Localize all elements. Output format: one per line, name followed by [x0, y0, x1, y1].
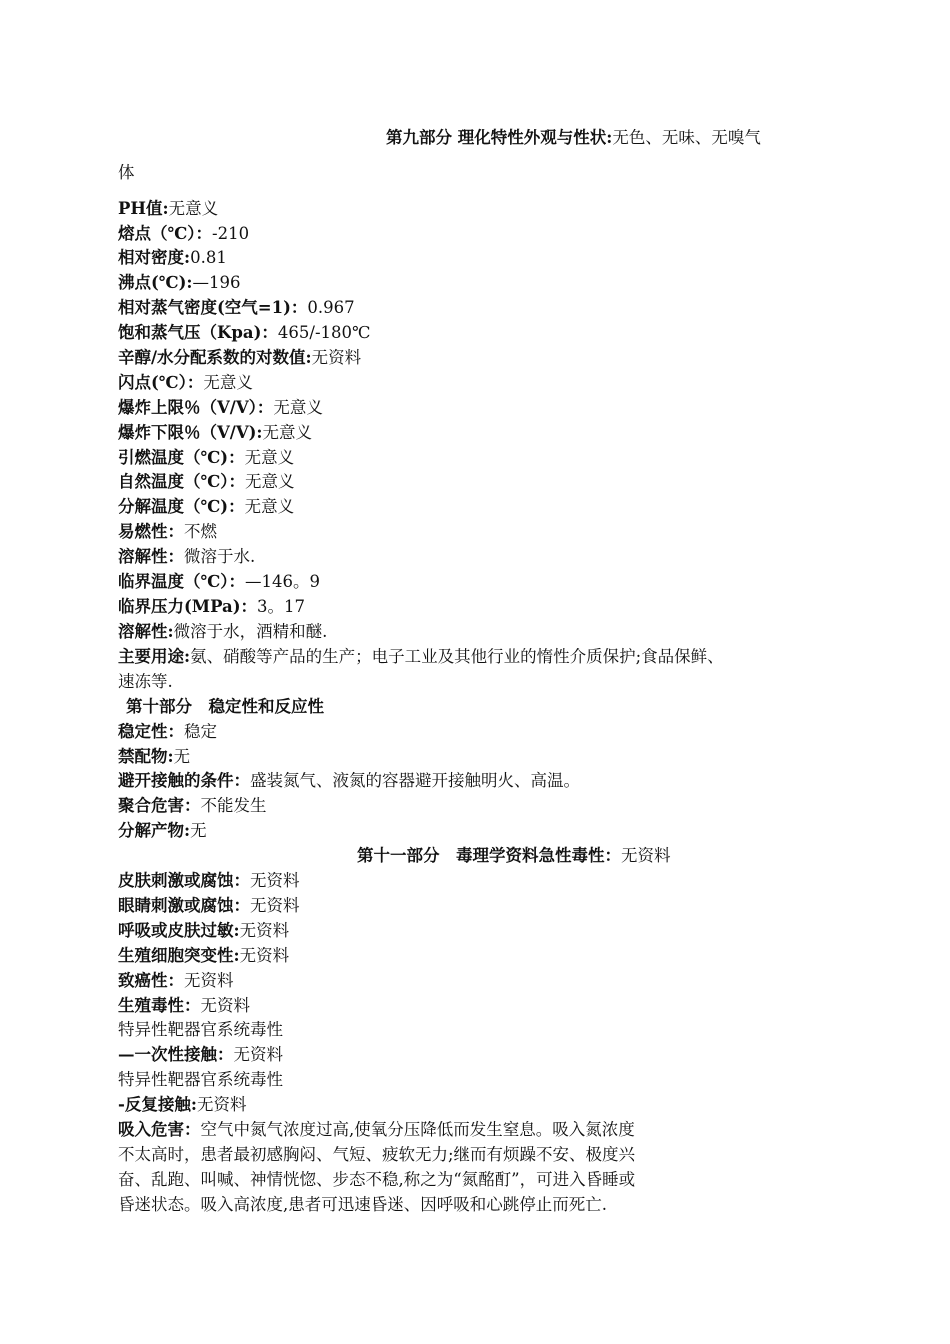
prop-value: 微溶于水，酒精和醚.: [173, 622, 328, 641]
prop-line: [118, 421, 312, 445]
tox-value: 无资料: [250, 896, 300, 915]
tox-value: 无资料: [239, 921, 290, 940]
prop-line: [118, 197, 218, 221]
prop-line: [118, 396, 323, 420]
prop-line: [118, 371, 253, 395]
prop-label: 饱和蒸气压（Kpa)：: [118, 323, 278, 342]
stability-line: [118, 794, 267, 818]
prop-label: 熔点（℃）：: [118, 224, 213, 243]
prop-label: 溶解性：: [118, 547, 184, 566]
prop-label: 分解温度（℃)：: [118, 497, 245, 516]
prop-value: 无意义: [262, 423, 313, 442]
stability-value: 稳定: [184, 722, 217, 741]
section11-title: 第十一部分 毒理学资料: [357, 846, 539, 865]
prop-line: [118, 545, 255, 569]
aspiration-text: 空气中氮气浓度过高,使氧分压降低而发生窒息。吸入氮浓度: [200, 1120, 635, 1139]
aspiration-text: 不太高时，患者最初感胸闷、气短、疲软无力;继而有烦躁不安、极度兴: [118, 1145, 636, 1164]
section11-heading-line: [357, 844, 671, 868]
stability-label: 稳定性：: [118, 722, 184, 741]
prop-value: 465/-180℃: [277, 323, 371, 342]
tox-line: [118, 969, 234, 993]
usage-value: 氨、硝酸等产品的生产；电子工业及其他行业的惰性介质保护;食品保鲜、: [190, 647, 724, 666]
prop-line: [118, 520, 217, 544]
section9-heading-line: [386, 126, 761, 150]
prop-value: 不燃: [184, 522, 217, 541]
usage-wrap: 速冻等.: [118, 672, 173, 691]
prop-label: 临界温度（℃）：: [118, 572, 246, 591]
tox-label: 眼睛刺激或腐蚀：: [118, 896, 250, 915]
prop-label: PH值:: [118, 199, 169, 218]
acute-label: 急性毒性：: [538, 846, 621, 865]
tox-value: 无资料: [200, 996, 250, 1015]
section9-title: 第九部分 理化特性: [386, 128, 524, 147]
tox-label: 呼吸或皮肤过敏:: [118, 921, 240, 940]
usage-wrap-line: [118, 670, 173, 694]
tox-line: [118, 944, 289, 968]
appearance-wrap-line: [118, 161, 135, 185]
prop-line: [118, 321, 370, 345]
tox-line: [118, 919, 289, 943]
stability-value: 无: [173, 747, 191, 766]
tox-line: [118, 894, 300, 918]
stability-label: 避开接触的条件：: [118, 771, 250, 790]
single-exposure-label: —一次性接触：: [118, 1045, 234, 1064]
appearance-label: 外观与性状:: [523, 128, 613, 147]
stability-line: [118, 720, 217, 744]
prop-value: —196: [192, 273, 241, 292]
aspiration-text: 昏迷状态。吸入高浓度,患者可迅速昏迷、因呼吸和心跳停止而死亡.: [118, 1195, 607, 1214]
prop-line: [118, 470, 295, 494]
stability-line: [118, 769, 580, 793]
prop-label: 溶解性:: [118, 622, 174, 641]
prop-line: [118, 222, 249, 246]
stability-label: 聚合危害：: [118, 796, 201, 815]
prop-label: 临界压力(MPa)：: [118, 597, 258, 616]
section10-title: 第十部分 稳定性和反应性: [126, 697, 324, 716]
prop-label: 辛醇/水分配系数的对数值:: [118, 348, 312, 367]
prop-line: [118, 595, 305, 619]
stability-line: [118, 745, 190, 769]
stot-repeat-text: 特异性靶器官系统毒性: [118, 1070, 283, 1089]
prop-value: 无意义: [244, 497, 295, 516]
tox-label: 致癌性：: [118, 971, 184, 990]
prop-line: [118, 620, 327, 644]
aspiration-label: 吸入危害：: [118, 1120, 201, 1139]
tox-value: 无资料: [184, 971, 234, 990]
prop-value: 无意义: [168, 199, 219, 218]
prop-value: 3。17: [257, 597, 306, 616]
prop-line: [118, 446, 294, 470]
prop-label: 沸点(℃):: [118, 273, 193, 292]
aspiration-text: 奋、乱跑、叫喊、神情恍惚、步态不稳,称之为“氮酩酊”，可进入昏睡或: [118, 1170, 636, 1189]
tox-line: [118, 994, 250, 1018]
repeat-exposure-value: 无资料: [196, 1095, 247, 1114]
prop-label: 相对蒸气密度(空气=1)：: [118, 298, 308, 317]
prop-line: [118, 495, 294, 519]
tox-label: 生殖毒性：: [118, 996, 201, 1015]
prop-line: [118, 296, 355, 320]
prop-value: 无意义: [245, 472, 295, 491]
tox-label: 皮肤刺激或腐蚀：: [118, 871, 250, 890]
prop-label: 引燃温度（℃)：: [118, 448, 245, 467]
prop-value: -210: [212, 224, 250, 243]
prop-line: [118, 246, 227, 270]
prop-label: 爆炸上限％（V/V）：: [118, 398, 274, 417]
appearance-value: 无色、无味、无嗅气: [612, 128, 761, 147]
tox-line: [118, 869, 300, 893]
tox-value: 无资料: [250, 871, 300, 890]
acute-value: 无资料: [621, 846, 671, 865]
prop-value: 0.967: [307, 298, 355, 317]
prop-label: 相对密度:: [118, 248, 191, 267]
prop-label: 爆炸下限％（V/V):: [118, 423, 263, 442]
repeat-exposure-label: -反复接触:: [118, 1095, 197, 1114]
stability-label: 禁配物:: [118, 747, 174, 766]
prop-value: —146。9: [245, 572, 321, 591]
single-exposure-value: 无资料: [233, 1045, 283, 1064]
prop-value: 0.81: [190, 248, 227, 267]
prop-value: 微溶于水.: [184, 547, 256, 566]
tox-value: 无资料: [239, 946, 290, 965]
stability-label: 分解产物:: [118, 821, 191, 840]
usage-label: 主要用途:: [118, 647, 191, 666]
appearance-wrap: 体: [118, 163, 135, 182]
prop-value: 无意义: [273, 398, 323, 417]
tox-label: 生殖细胞突变性:: [118, 946, 240, 965]
prop-value: 无资料: [311, 348, 362, 367]
stability-value: 无: [190, 821, 207, 840]
aspiration-line: [118, 1118, 635, 1142]
stability-value: 盛装氮气、液氮的容器避开接触明火、高温。: [250, 771, 580, 790]
prop-value: 无意义: [203, 373, 253, 392]
usage-line: [118, 645, 724, 669]
stot-single-text: 特异性靶器官系统毒性: [118, 1020, 283, 1039]
prop-label: 闪点(℃）：: [118, 373, 204, 392]
single-exposure-line: [118, 1043, 283, 1067]
prop-value: 无意义: [244, 448, 295, 467]
prop-line: [118, 346, 361, 370]
stability-line: [118, 819, 207, 843]
prop-line: [118, 570, 320, 594]
prop-line: [118, 271, 240, 295]
repeat-exposure-line: [118, 1093, 246, 1117]
stability-value: 不能发生: [200, 796, 267, 815]
prop-label: 自然温度（℃）：: [118, 472, 246, 491]
prop-label: 易燃性：: [118, 522, 184, 541]
